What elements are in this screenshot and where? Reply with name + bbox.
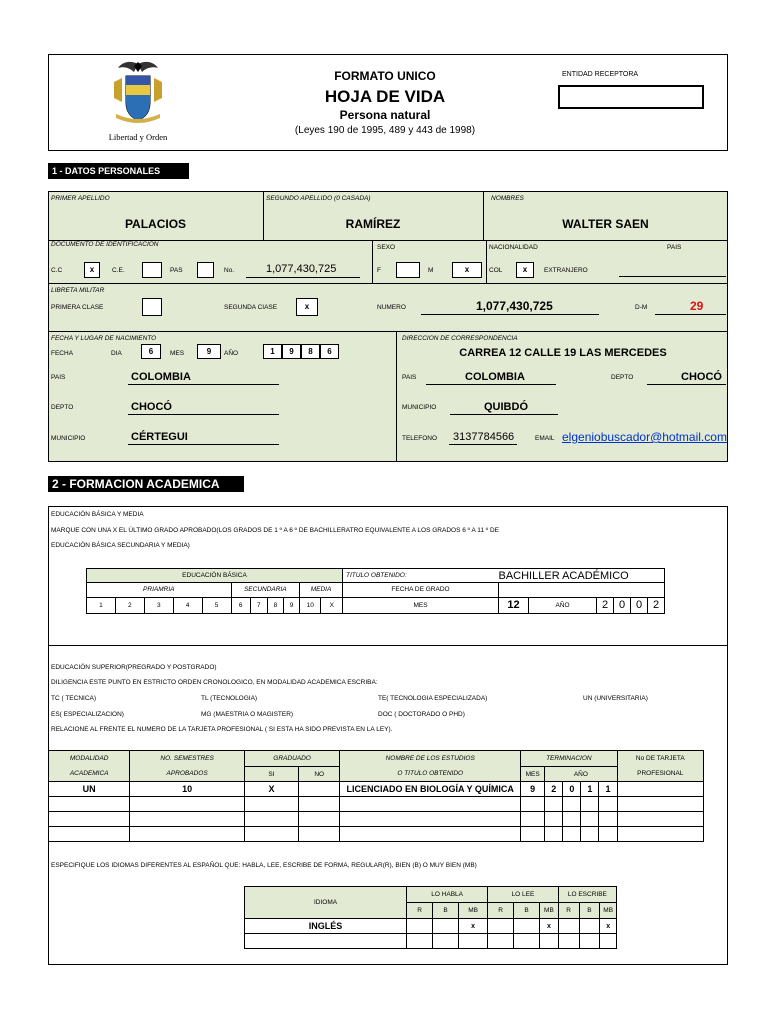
h-no: NO (299, 767, 340, 782)
h-b: B (514, 903, 540, 919)
titulo-value[interactable]: BACHILLER ACADÉMICO (499, 569, 665, 583)
dm-value[interactable]: 29 (690, 299, 704, 313)
cc-checkbox[interactable]: x (84, 262, 100, 278)
pais-label: PAIS (51, 374, 66, 381)
h-b: B (579, 903, 600, 919)
habla-mark[interactable]: x (459, 919, 488, 934)
sexo-label: SEXO (377, 244, 396, 251)
anio-digit[interactable]: 8 (301, 344, 320, 359)
grade-cell[interactable]: 1 (87, 597, 116, 613)
basica-title: EDUCACIÓN BÁSICA Y MEDIA (51, 511, 144, 518)
municipio-nac-value[interactable]: CÉRTEGUI (131, 431, 188, 443)
code-mg: MG (MAESTRIA O MAGISTER) (201, 711, 294, 718)
municipio-corr-value[interactable]: QUIBDÓ (484, 401, 528, 413)
entity-label: ENTIDAD RECEPTORA (562, 71, 639, 78)
row-term-digit[interactable]: 1 (581, 782, 599, 797)
m-label: M (428, 267, 434, 274)
telefono-value[interactable]: 3137784566 (453, 431, 515, 443)
doc-label: DOCUMENTO DE IDENTIFICACION (51, 241, 159, 248)
h-r: R (558, 903, 579, 919)
fecha-label: FECHA (51, 350, 74, 357)
grade-cell[interactable]: 4 (173, 597, 202, 613)
h-graduado: GRADUADO (244, 751, 339, 767)
basica-instr2: EDUCACIÓN BÁSICA SECUNDARIA Y MEDIA) (51, 542, 190, 549)
mes-label: MES (170, 350, 185, 357)
form-type: Persona natural (339, 108, 431, 122)
direccion-label: DIRECCION DE CORRESPONDENCIA (402, 335, 518, 342)
row-no[interactable] (299, 782, 340, 797)
lee-mark[interactable]: x (540, 919, 559, 934)
col-checkbox[interactable]: x (516, 262, 534, 278)
doc-number[interactable]: 1,077,430,725 (266, 263, 337, 275)
code-un: UN (UNIVERSITARIA) (583, 695, 648, 702)
mes-grado-value[interactable]: 12 (499, 597, 529, 613)
h-r: R (407, 903, 433, 919)
depto-nac-value[interactable]: CHOCÓ (131, 401, 172, 413)
basica-table (86, 568, 665, 614)
anio-grado-digit[interactable]: 2 (597, 597, 614, 613)
ce-checkbox[interactable] (142, 262, 162, 278)
segundo-apellido-label: SEGUNDO APELLIDO (0 CASADA) (266, 195, 371, 202)
h-nombre: NOMBRE DE LOS ESTUDIOS (340, 751, 521, 767)
row-semestres[interactable]: 10 (130, 782, 245, 797)
anio-grado-label: AÑO (529, 597, 597, 613)
row-si[interactable]: X (244, 782, 298, 797)
libreta-label: LIBRETA MILITAR (51, 287, 105, 294)
entity-input[interactable] (558, 85, 704, 109)
telefono-label: TELEFONO (402, 435, 438, 442)
grade-cell[interactable]: 3 (144, 597, 173, 613)
primera-clase-checkbox[interactable] (142, 298, 162, 316)
email-link[interactable]: elgeniobuscador@hotmail.com (562, 430, 727, 444)
primera-clase-label: PRIMERA CLASE (51, 304, 104, 311)
table-row (245, 919, 617, 934)
row-tarjeta[interactable] (617, 782, 703, 797)
section1-title: 1 - DATOS PERSONALES (48, 163, 189, 179)
ce-label: C.E. (112, 267, 125, 274)
section2-title: 2 - FORMACION ACADEMICA (48, 476, 244, 492)
nacimiento-label: FECHA Y LUGAR DE NACIMIENTO (51, 335, 157, 342)
h-semestres: NO. SEMESTRES (130, 751, 245, 767)
table-row (49, 782, 704, 797)
row-term-digit[interactable]: 2 (545, 782, 563, 797)
superior-table (48, 750, 704, 842)
h-r: R (488, 903, 514, 919)
basica-instr1: MARQUE CON UNA X EL ÚLTIMO GRADO APROBADO(LOS GRADOS DE 1 º A 6 º DE BACHILLERATRO EQUIVALENTE A LOS GRADOS 6 º A 11 º DE (51, 527, 500, 534)
h-habla: LO HABLA (407, 887, 488, 903)
fecha-grado-label: FECHA DE GRADO (343, 583, 499, 597)
row-nombre[interactable]: LICENCIADO EN BIOLOGÍA Y QUÍMICA (340, 782, 521, 797)
grade-cell[interactable]: 7 (250, 597, 267, 613)
depto-corr-label: DEPTO (611, 374, 634, 381)
superior-instr: DILIGENCIA ESTE PUNTO EN ESTRICTO ORDEN CRONOLOGICO, EN MODALIDAD ACADEMICA ESCRIBA: (51, 679, 378, 686)
h-tarjeta: No DE TARJETA (617, 751, 703, 767)
depto-corr-value[interactable]: CHOCÓ (681, 371, 722, 383)
grade-cell[interactable]: 8 (267, 597, 283, 613)
h-mb: MB (600, 903, 617, 919)
grade-cell[interactable]: X (321, 597, 343, 613)
h-lee: LO LEE (488, 887, 559, 903)
h-titulo: O TITULO OBTENIDO (340, 767, 521, 782)
row-term-digit[interactable]: 1 (599, 782, 617, 797)
f-label: F (377, 267, 381, 274)
titulo-label: TITULO OBTENIDO: (343, 569, 499, 583)
anio-digit[interactable]: 1 (263, 344, 282, 359)
primer-apellido-label: PRIMER APELLIDO (51, 195, 110, 202)
form-laws: (Leyes 190 de 1995, 489 y 443 de 1998) (294, 125, 476, 136)
pas-checkbox[interactable] (197, 262, 214, 278)
coat-of-arms-icon (108, 58, 168, 130)
code-tc: TC ( TECNICA) (51, 695, 97, 702)
pas-label: PAS (170, 267, 183, 274)
personal-data-box (48, 191, 728, 462)
municipio-corr-label: MUNICIPIO (402, 404, 437, 411)
anio-digit[interactable]: 9 (282, 344, 301, 359)
libreta-number[interactable]: 1,077,430,725 (476, 299, 553, 313)
escribe-mark[interactable]: x (600, 919, 617, 934)
code-te: TE( TECNOLOGIA ESPECIALIZADA) (378, 695, 488, 702)
table-row (49, 797, 704, 812)
anio-digit[interactable]: 6 (320, 344, 339, 359)
grade-cell[interactable]: 5 (202, 597, 231, 613)
dm-label: D-M (635, 304, 648, 311)
direccion-value[interactable]: CARREA 12 CALLE 19 LAS MERCEDES (459, 347, 667, 359)
nombres-value[interactable]: WALTER SAEN (562, 217, 649, 231)
dia-box[interactable]: 6 (141, 344, 161, 359)
primaria-header: PRIAMRIA (87, 583, 232, 597)
form-subtitle: FORMATO UNICO (334, 69, 436, 83)
h-terminacion: TERMINACION (521, 751, 617, 767)
h-escribe: LO ESCRIBE (558, 887, 616, 903)
email-label: EMAIL (535, 435, 555, 442)
grade-cell[interactable]: 6 (231, 597, 250, 613)
grade-cell[interactable]: 10 (300, 597, 321, 613)
f-checkbox[interactable] (396, 262, 420, 278)
nacionalidad-label: NACIONALIDAD (489, 244, 538, 251)
dia-label: DIA (111, 350, 122, 357)
superior-title: EDUCACIÓN SUPERIOR(PREGRADO Y POSTGRADO) (51, 664, 217, 671)
h-idioma: IDIOMA (245, 887, 407, 919)
municipio-label: MUNICIPIO (51, 435, 86, 442)
anio-grado-digit[interactable]: 0 (614, 597, 631, 613)
primer-apellido-value[interactable]: PALACIOS (124, 217, 187, 231)
cc-label: C.C (51, 267, 63, 274)
row-modalidad[interactable]: UN (49, 782, 130, 797)
h-academica: ACADEMICA (49, 767, 130, 782)
m-checkbox[interactable]: x (452, 262, 482, 278)
numero-label: NUMERO (377, 304, 406, 311)
relacione-instr: RELACIONE AL FRENTE EL NUMERO DE LA TARJETA PROFESIONAL ( SI ESTA HA SIDO PREVISTA EN LA LEY). (51, 726, 393, 733)
idiomas-table (244, 886, 617, 949)
segundo-apellido-value[interactable]: RAMÍREZ (345, 217, 401, 231)
table-row (49, 827, 704, 842)
pais-nac-label: PAIS (667, 244, 682, 251)
mes-grado-label: MES (343, 597, 499, 613)
segunda-clase-label: SEGUNDA CIASE (224, 304, 278, 311)
media-header: MEDIA (300, 583, 343, 597)
h-aprobados: APROBADOS (130, 767, 245, 782)
h-b: B (433, 903, 459, 919)
edu-basica-header: EDUCACIÓN BÁSICA (87, 569, 343, 583)
code-tl: TL (TECNOLOGIA) (201, 695, 258, 702)
h-modalidad: MODALIDAD (49, 751, 130, 767)
anio-label: AÑO (224, 350, 239, 357)
extranjero-label: EXTRANJERO (544, 267, 588, 274)
emblem-motto: Libertad y Orden (108, 132, 168, 142)
mes-box[interactable]: 9 (197, 344, 221, 359)
h-mb: MB (459, 903, 488, 919)
pais-corr-label: PAIS (402, 374, 417, 381)
row-term-digit[interactable]: 0 (563, 782, 581, 797)
code-es: ES( ESPECIALIZACION) (51, 711, 124, 718)
depto-label: DEPTO (51, 404, 74, 411)
nombres-label: NOMBRES (491, 195, 524, 202)
h-si: SI (244, 767, 298, 782)
h-mb: MB (540, 903, 559, 919)
anio-grado-digit[interactable]: 2 (648, 597, 665, 613)
pais-nac-value[interactable]: COLOMBIA (131, 371, 191, 383)
idiomas-instr: ESPECIFIQUE LOS IDIOMAS DIFERENTES AL ESPAÑOL QUE: HABLA, LEE, ESCRIBE DE FORMA, REGULAR(R), BIEN (B) O MUY BIEN (MB) (51, 862, 477, 869)
h-mes: MES (521, 767, 545, 782)
col-label: COL (489, 267, 503, 274)
segunda-clase-checkbox[interactable]: x (296, 298, 318, 316)
table-row (245, 934, 617, 949)
row-term-digit[interactable]: 9 (521, 782, 545, 797)
idioma-value[interactable]: INGLÉS (245, 919, 407, 934)
anio-grado-digit[interactable]: 0 (631, 597, 648, 613)
h-anio: AÑO (545, 767, 617, 782)
h-profesional: PROFESIONAL (617, 767, 703, 782)
table-row (49, 812, 704, 827)
no-label: No. (224, 267, 235, 274)
grade-cell[interactable]: 2 (115, 597, 144, 613)
secundaria-header: SECUNDARIA (231, 583, 300, 597)
grade-cell[interactable]: 9 (283, 597, 299, 613)
code-doc: DOC ( DOCTORADO O PHD) (378, 711, 465, 718)
form-title: HOJA DE VIDA (324, 87, 446, 106)
pais-corr-value[interactable]: COLOMBIA (465, 371, 525, 383)
